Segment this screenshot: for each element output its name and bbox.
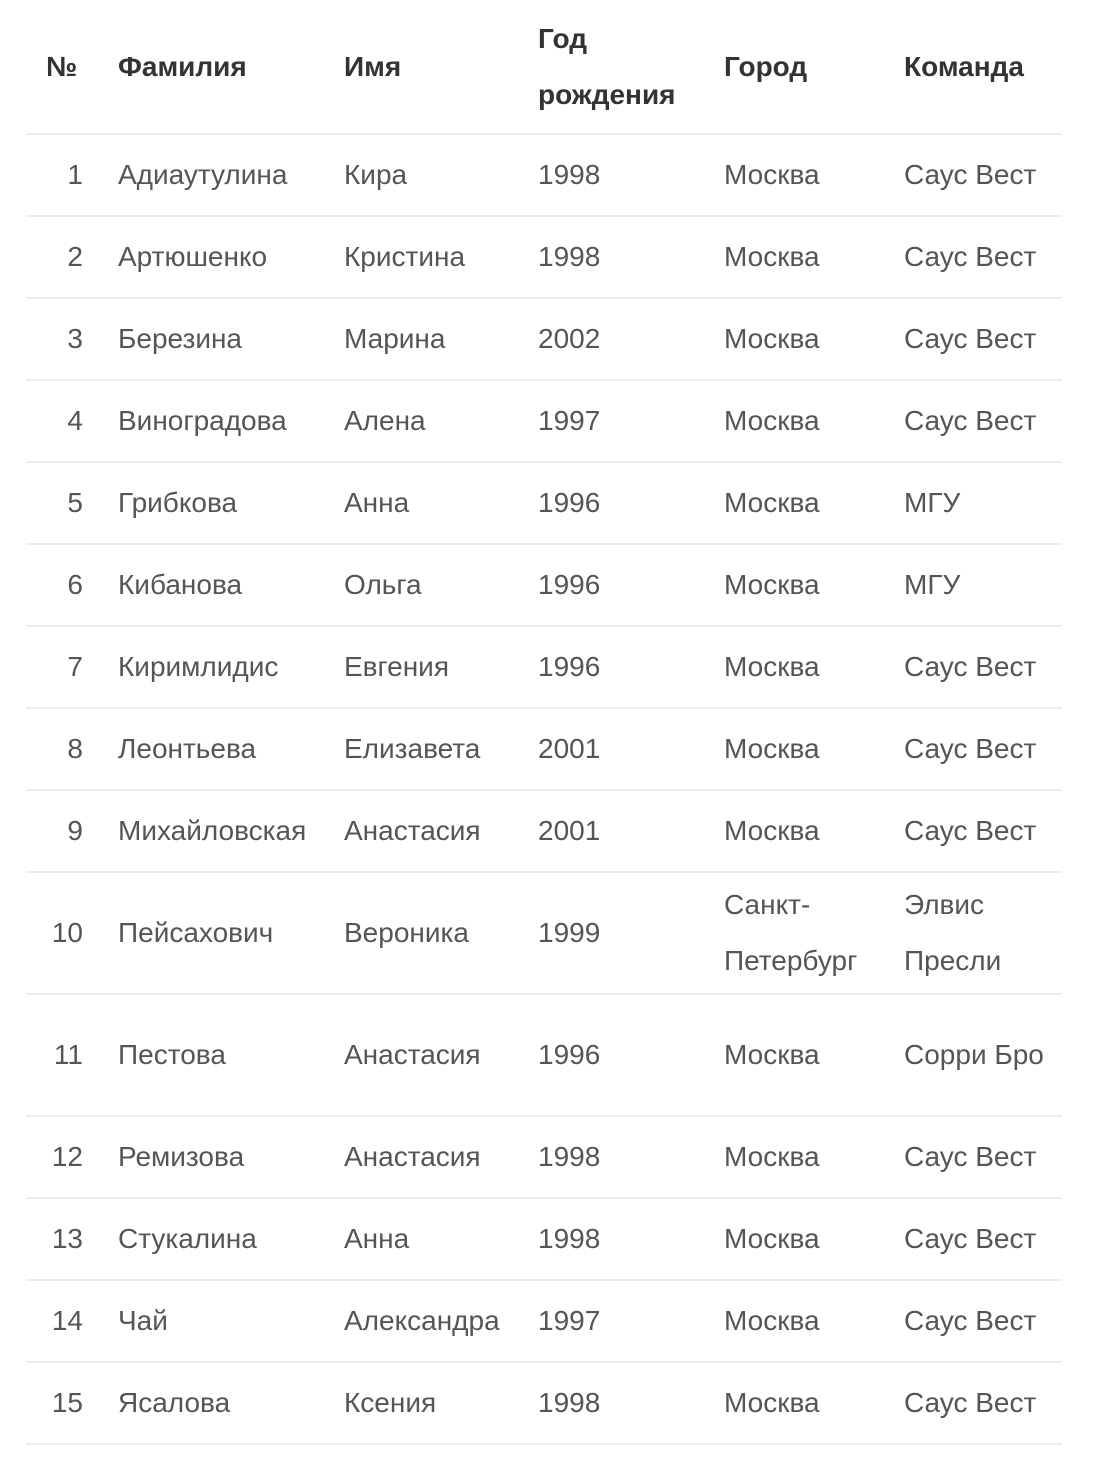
participants-table [26, 0, 1062, 1445]
cell-team: Саус Вест [904, 790, 1062, 872]
cell-team: МГУ [904, 462, 1062, 544]
cell-first-name: Кира [344, 134, 538, 216]
cell-birth-year: 1998 [538, 134, 724, 216]
cell-first-name: Анна [344, 1198, 538, 1280]
table-row [26, 872, 1062, 994]
cell-last-name: Михайловская [118, 790, 344, 872]
header-last-name: Фамилия [118, 0, 344, 134]
cell-last-name: Киримлидис [118, 626, 344, 708]
table-row [26, 1362, 1062, 1444]
cell-last-name: Артюшенко [118, 216, 344, 298]
cell-team: Саус Вест [904, 1198, 1062, 1280]
cell-first-name: Анастасия [344, 790, 538, 872]
table-row [26, 708, 1062, 790]
cell-last-name: Пейсахович [118, 872, 344, 994]
cell-team: Элвис Пресли [904, 872, 1062, 994]
header-team: Команда [904, 0, 1062, 134]
cell-city: Москва [724, 216, 904, 298]
cell-team: Саус Вест [904, 1362, 1062, 1444]
cell-last-name: Леонтьева [118, 708, 344, 790]
cell-first-name: Анастасия [344, 994, 538, 1116]
header-birth-year: Год рождения [538, 0, 724, 134]
table-header [26, 0, 1062, 134]
cell-city: Москва [724, 134, 904, 216]
cell-birth-year: 1997 [538, 380, 724, 462]
cell-city: Москва [724, 298, 904, 380]
header-first-name: Имя [344, 0, 538, 134]
table-row [26, 462, 1062, 544]
cell-first-name: Вероника [344, 872, 538, 994]
cell-birth-year: 1996 [538, 462, 724, 544]
table-row [26, 134, 1062, 216]
cell-team: Саус Вест [904, 216, 1062, 298]
cell-number: 13 [26, 1198, 118, 1280]
cell-city: Москва [724, 1198, 904, 1280]
cell-team: МГУ [904, 544, 1062, 626]
cell-team: Саус Вест [904, 134, 1062, 216]
cell-number: 15 [26, 1362, 118, 1444]
cell-number: 5 [26, 462, 118, 544]
cell-first-name: Марина [344, 298, 538, 380]
cell-first-name: Кристина [344, 216, 538, 298]
cell-birth-year: 1996 [538, 994, 724, 1116]
cell-birth-year: 2001 [538, 790, 724, 872]
table-row [26, 1116, 1062, 1198]
cell-city: Москва [724, 1362, 904, 1444]
cell-city: Москва [724, 544, 904, 626]
cell-city: Москва [724, 380, 904, 462]
cell-first-name: Евгения [344, 626, 538, 708]
header-number: № [26, 0, 118, 134]
table-row [26, 298, 1062, 380]
cell-first-name: Ксения [344, 1362, 538, 1444]
table-row [26, 790, 1062, 872]
cell-team: Саус Вест [904, 1116, 1062, 1198]
cell-team: Саус Вест [904, 298, 1062, 380]
cell-team: Саус Вест [904, 626, 1062, 708]
table-row [26, 1280, 1062, 1362]
header-city: Город [724, 0, 904, 134]
cell-first-name: Алена [344, 380, 538, 462]
cell-birth-year: 1998 [538, 1198, 724, 1280]
cell-last-name: Стукалина [118, 1198, 344, 1280]
cell-number: 7 [26, 626, 118, 708]
cell-city: Москва [724, 1280, 904, 1362]
cell-number: 6 [26, 544, 118, 626]
cell-number: 1 [26, 134, 118, 216]
table-row [26, 544, 1062, 626]
table-row [26, 1198, 1062, 1280]
cell-first-name: Ольга [344, 544, 538, 626]
cell-number: 11 [26, 994, 118, 1116]
cell-birth-year: 1997 [538, 1280, 724, 1362]
cell-number: 3 [26, 298, 118, 380]
cell-team: Саус Вест [904, 1280, 1062, 1362]
cell-number: 9 [26, 790, 118, 872]
cell-birth-year: 2002 [538, 298, 724, 380]
cell-first-name: Елизавета [344, 708, 538, 790]
cell-number: 14 [26, 1280, 118, 1362]
cell-team: Саус Вест [904, 380, 1062, 462]
cell-birth-year: 1998 [538, 216, 724, 298]
cell-birth-year: 1998 [538, 1362, 724, 1444]
participants-table-wrapper [26, 0, 1062, 1445]
table-row [26, 380, 1062, 462]
cell-birth-year: 1998 [538, 1116, 724, 1198]
cell-birth-year: 1999 [538, 872, 724, 994]
cell-city: Москва [724, 708, 904, 790]
cell-number: 4 [26, 380, 118, 462]
table-row [26, 994, 1062, 1116]
cell-last-name: Чай [118, 1280, 344, 1362]
cell-birth-year: 1996 [538, 544, 724, 626]
cell-city: Москва [724, 626, 904, 708]
table-row [26, 216, 1062, 298]
cell-number: 8 [26, 708, 118, 790]
cell-city: Москва [724, 790, 904, 872]
cell-last-name: Кибанова [118, 544, 344, 626]
cell-number: 10 [26, 872, 118, 994]
cell-team: Саус Вест [904, 708, 1062, 790]
cell-city: Санкт-Петербург [724, 872, 904, 994]
cell-last-name: Ясалова [118, 1362, 344, 1444]
table-body [26, 134, 1062, 1444]
cell-number: 2 [26, 216, 118, 298]
cell-last-name: Адиаутулина [118, 134, 344, 216]
cell-number: 12 [26, 1116, 118, 1198]
cell-last-name: Ремизова [118, 1116, 344, 1198]
cell-last-name: Березина [118, 298, 344, 380]
cell-last-name: Грибкова [118, 462, 344, 544]
cell-city: Москва [724, 1116, 904, 1198]
cell-team: Сорри Бро [904, 994, 1062, 1116]
cell-city: Москва [724, 462, 904, 544]
cell-birth-year: 2001 [538, 708, 724, 790]
header-row [26, 0, 1062, 134]
cell-first-name: Анна [344, 462, 538, 544]
cell-city: Москва [724, 994, 904, 1116]
cell-last-name: Виноградова [118, 380, 344, 462]
cell-first-name: Анастасия [344, 1116, 538, 1198]
cell-last-name: Пестова [118, 994, 344, 1116]
table-row [26, 626, 1062, 708]
cell-first-name: Александра [344, 1280, 538, 1362]
cell-birth-year: 1996 [538, 626, 724, 708]
